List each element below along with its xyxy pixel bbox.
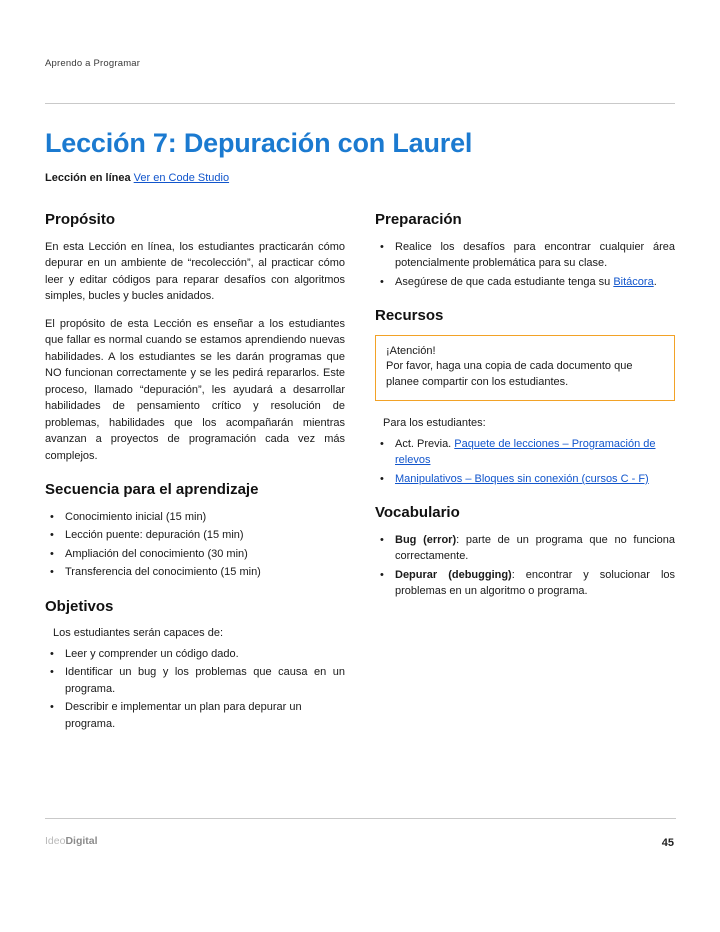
list-item: • Realice los desafíos para encontrar cualquier área potencialmente problemática para su clase. [375,239,675,272]
recursos-list [375,436,675,488]
two-column-layout [45,194,675,738]
manipulativos-link[interactable]: Manipulativos – Bloques sin conexión (cursos C - F) [395,472,649,485]
secuencia-heading: Secuencia para el aprendizaje [45,481,259,498]
paquete-lecciones-link[interactable]: Paquete de lecciones – Programación de relevos [395,437,656,467]
list-item: • Identificar un bug y los problemas que causa en un programa. [45,664,345,697]
secuencia-list [45,509,345,581]
proposito-paragraph-2: El propósito de esta Lección es enseñar a los estudiantes que fallar es normal cuando se estamos aprendiendo nuevas habilidades. A los estudiantes se les darán programas que NO funcionan correctamente y se les pedirá repararlos. Este proceso, llamado “depuración”, les ayudará a desarrollar habilidades de pensamiento crítico y resolución de problemas, habilidades que los acompañarán mientras avanzan a proyectos de programación cada vez más complejos. [45,317,345,462]
footer-brand [45,835,98,847]
vocab-definition: : encontrar y solucionar los problemas en un algoritmo o programa. [395,568,675,598]
list-item: • Describir e implementar un plan para depurar un programa. [45,699,345,732]
footer-divider [45,818,676,819]
lesson-subtitle [45,172,675,184]
page-title: Lección 7: Depuración con Laurel [45,128,473,158]
list-item: • Conocimiento inicial (15 min) [45,509,345,526]
proposito-heading: Propósito [45,211,115,228]
list-item [375,532,675,565]
list-item: • Ampliación del conocimiento (30 min) [45,546,345,563]
prep-item2-text: Asegúrese de que cada estudiante tenga su [395,275,614,288]
page-number: 45 [661,837,674,849]
proposito-paragraph-1: En esta Lección en línea, los estudiantes practicarán cómo depurar en un ambiente de “recolección”, al practicar cómo leer y editar códigos para reparar desafíos con algoritmos simples, bucles y bucles anidados. [45,240,345,302]
vocab-term: Bug (error) [395,533,457,546]
list-item: • Transferencia del conocimiento (15 min) [45,564,345,581]
right-column [375,194,675,738]
list-item [375,567,675,600]
header-brand: Aprendo a Programar [45,58,141,69]
objetivos-heading: Objetivos [45,597,114,615]
list-item: • Lección puente: depuración (15 min) [45,527,345,544]
preparacion-heading: Preparación [375,211,462,228]
vocab-term: Depurar (debugging) [395,568,512,581]
list-item [375,471,675,488]
attention-body: Por favor, haga una copia de cada documento que planee compartir con los estudiantes. [386,360,633,389]
attention-title: ¡Atención! [386,344,436,357]
code-studio-link[interactable]: Ver en Code Studio [133,172,230,184]
bitacora-link[interactable]: Bitácora [613,275,654,288]
vocab-definition: : parte de un programa que no funciona correctamente. [395,533,675,563]
preparacion-list [375,239,675,291]
left-column [45,194,345,738]
list-item [375,436,675,469]
header-divider [45,103,675,104]
list-item: • Leer y comprender un código dado. [45,646,345,663]
vocabulario-list [375,532,675,600]
recursos-heading: Recursos [375,307,444,324]
vocabulario-heading: Vocabulario [375,504,460,522]
online-lesson-label: Lección en línea [45,172,131,184]
list-item [375,274,675,291]
prep-item2-period: . [653,275,657,288]
attention-callout [375,335,675,402]
students-label: Para los estudiantes: [383,417,486,430]
objetivos-intro: Los estudiantes serán capaces de: [53,627,224,639]
footer-brand-light: Ideo [45,835,66,847]
footer-brand-bold: Digital [65,835,98,847]
objetivos-list [45,646,345,733]
recurso-item1-prefix: Act. Previa. [395,437,455,450]
